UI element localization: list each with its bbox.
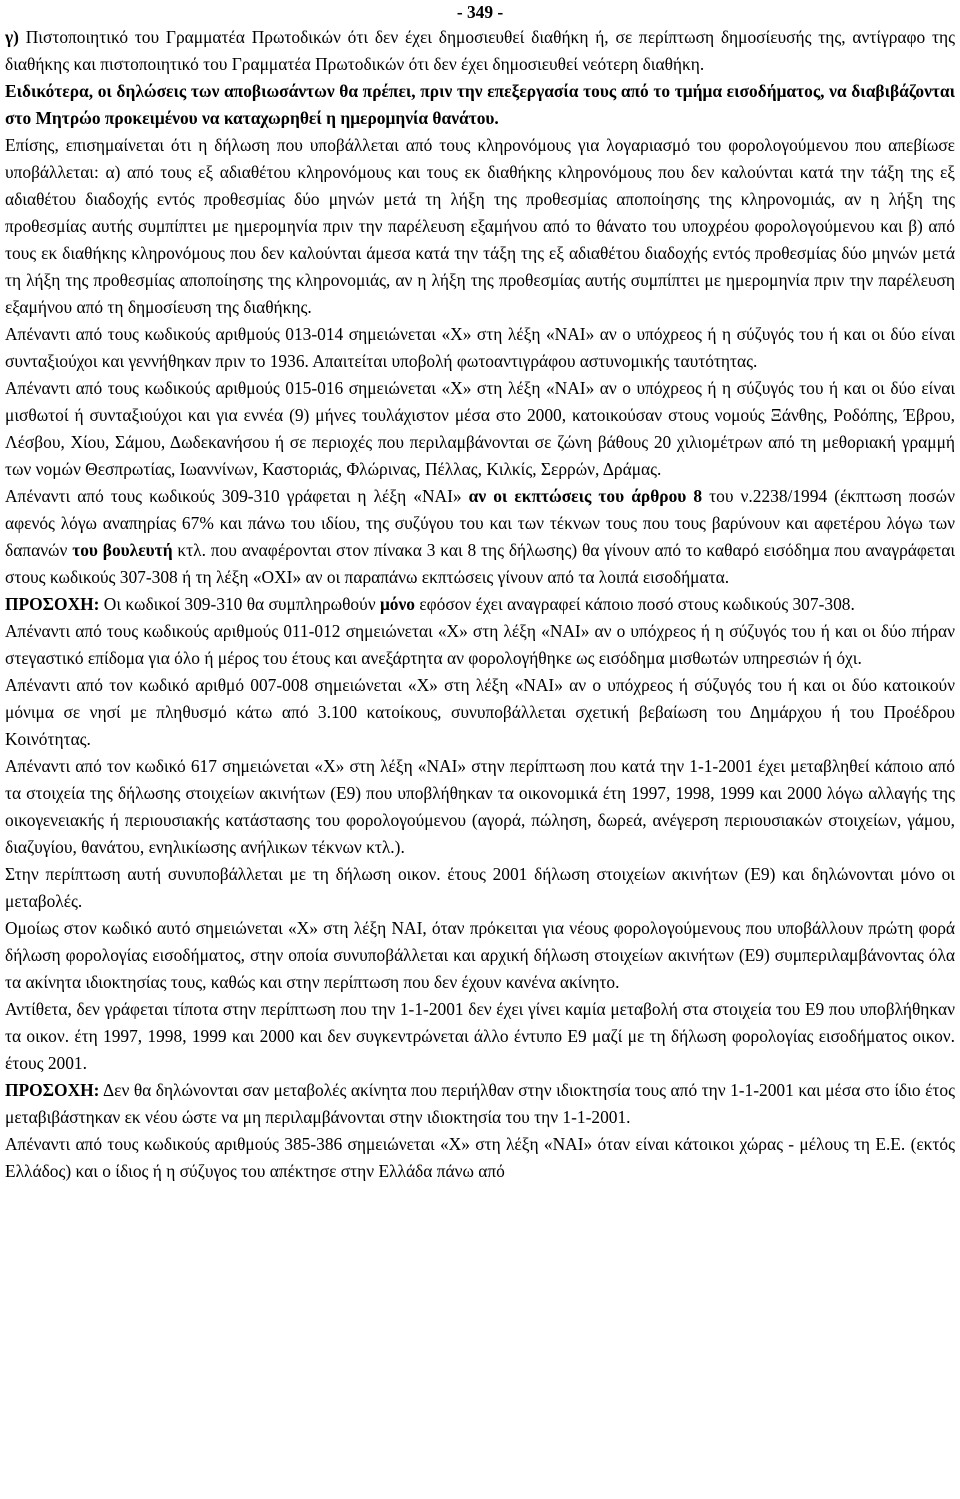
- text-segment: Δεν θα δηλώνονται σαν μεταβολές ακίνητα που περιήλθαν στην ιδιοκτησία τους από την 1-1-2001 και μέσα στο ίδιο έτος μεταβιβάστηκαν εκ νέου ώστε να μη περιλαμβάνονται στην ιδιοκτησία του την 1-1-2001.: [5, 1080, 955, 1127]
- paragraph-certificate: [5, 24, 955, 78]
- text-segment: του ν.2238/1994 (έκπτωση ποσών αφενός λόγω αναπηρίας 67% και πάνω του ιδίου, της συζύγου του και των τέκνων τους που τους βαρύνουν και αφετέρου λόγω των δαπανών: [5, 486, 955, 560]
- paragraph-text: Στην περίπτωση αυτή συνυποβάλλεται με τη δήλωση οικον. έτους 2001 δήλωση στοιχείων ακινήτων (Ε9) και δηλώνονται μόνο οι μεταβολές.: [5, 864, 955, 911]
- paragraph-deceased-declarations: [5, 78, 955, 132]
- attention-label: ΠΡΟΣΟΧΗ:: [5, 594, 100, 614]
- paragraph-text: Απέναντι από τους κωδικούς αριθμούς 011-012 σημειώνεται «Χ» στη λέξη «ΝΑΙ» αν ο υπόχρεος ή η σύζυγός του ή και οι δύο πήραν στεγαστικό επίδομα για όλο ή μέρος του έτους και ανεξάρτητα αν φορολογήθηκε ως εισόδημα μισθωτών υπηρεσιών ή όχι.: [5, 621, 955, 668]
- paragraph-code-007-008: [5, 672, 955, 753]
- paragraph-text: Απέναντι από τους κωδικούς αριθμούς 385-386 σημειώνεται «Χ» στη λέξη «ΝΑΙ» όταν είναι κάτοικοι χώρας - μέλους τη Ε.Ε. (εκτός Ελλάδος) και ο ίδιος ή η σύζυγος του απέκτησε στην Ελλάδα πάνω από: [5, 1134, 955, 1181]
- paragraph-text: Ομοίως στον κωδικό αυτό σημειώνεται «Χ» στη λέξη ΝΑΙ, όταν πρόκειται για νέους φορολογούμενους που υποβάλλουν πρώτη φορά δήλωση φορολογίας εισοδήματος, στην οποία συνυποβάλλεται και αρχική δήλωση στοιχείων ακινήτων (Ε9) συμπεριλαμβάνοντας όλα τα ακίνητα ιδιοκτησίας τους, καθώς και στην περίπτωση που δεν έχουν κανένα ακίνητο.: [5, 918, 955, 992]
- paragraph-codes-385-386: [5, 1131, 955, 1185]
- bold-segment: μόνο: [379, 594, 415, 614]
- paragraph-text: Απέναντι από τους κωδικούς αριθμούς 015-016 σημειώνεται «Χ» στη λέξη «ΝΑΙ» αν ο υπόχρεος ή η σύζυγός του ή και οι δύο είναι μισθωτοί ή συνταξιούχοι και για εννέα (9) μήνες τουλάχιστον μέσα στο 2000, κατοικούσαν στους νομούς Ξάνθης, Ροδόπης, Έβρου, Λέσβου, Χίου, Σάμου, Δωδεκανήσου ή σε περιοχές που περιλαμβάνονται σε ζώνη βάθους 20 χιλιομέτρων από τη μεθοριακή γραμμή των νομών Θεσπρωτίας, Ιωαννίνων, Καστοριάς, Φλώρινας, Πέλλας, Κιλκίς, Σερρών, Δράμας.: [5, 378, 955, 479]
- paragraph-code-617: [5, 753, 955, 861]
- paragraph-e9-changes: [5, 861, 955, 915]
- bold-segment: του βουλευτή: [72, 540, 173, 560]
- paragraph-text: Απέναντι από τον κωδικό αριθμό 007-008 σημειώνεται «Χ» στη λέξη «ΝΑΙ» αν ο υπόχρεος ή σύζυγός του ή και οι δύο κατοικούν μόνιμα σε νησί με πληθυσμό κάτω από 3.100 κατοίκους, συνυποβάλλεται σχετική βεβαίωση του Δημάρχου ή του Προέδρου Κοινότητας.: [5, 675, 955, 749]
- document-page: [5, 0, 955, 1499]
- paragraph-text: Απέναντι από τους κωδικούς αριθμούς 013-014 σημειώνεται «Χ» στη λέξη «ΝΑΙ» αν ο υπόχρεος ή η σύζυγός του ή και οι δύο είναι συνταξιούχοι και γεννήθηκαν πριν το 1936. Απαιτείται υποβολή φωτοαντιγράφου αστυνομικής ταυτότητας.: [5, 324, 955, 371]
- paragraph-attention-309-310: [5, 591, 955, 618]
- paragraph-text: Επίσης, επισημαίνεται ότι η δήλωση που υποβάλλεται από τους κληρονόμους για λογαριασμό του φορολογούμενου που απεβίωσε υποβάλλεται: α) από τους εξ αδιαθέτου κληρονόμους και τους εκ διαθήκης κληρονόμους που δεν καλούνται κατά την τάξη της εξ αδιαθέτου διαδοχής εντός προθεσμίας δύο μηνών μετά τη λήξη της προθεσμίας αποποίησης της κληρονομιάς, αν η λήξη της προθεσμίας αυτής συμπίπτει με ημερομηνία πριν την παρέλευση εξαμήνου από το θάνατο του υποχρέου φορολογούμενου και β) από τους εκ διαθήκης κληρονόμους που δεν καλούνται άμεσα κατά την τάξη της εξ αδιαθέτου διαδοχής εντός προθεσμίας δύο μηνών μετά τη λήξη της προθεσμίας αποποίησης της κληρονομιάς, αν η λήξη της προθεσμίας αυτής συμπίπτει με ημερομηνία πριν την παρέλευση εξαμήνου από τη δημοσίευση της διαθήκης.: [5, 135, 955, 317]
- text-segment: Απέναντι από τους κωδικούς 309-310 γράφεται η λέξη «ΝΑΙ»: [5, 486, 469, 506]
- attention-label: ΠΡΟΣΟΧΗ:: [5, 1080, 100, 1100]
- paragraph-text: Πιστοποιητικό του Γραμματέα Πρωτοδικών ότι δεν έχει δημοσιευθεί διαθήκη ή, σε περίπτωση δημοσίευσής της, αντίγραφο της διαθήκης και πιστοποιητικό του Γραμματέα Πρωτοδικών ότι δεν έχει δημοσιευθεί νεότερη διαθήκη.: [5, 27, 955, 74]
- paragraph-text-bold: Ειδικότερα, οι δηλώσεις των αποβιωσάντων θα πρέπει, πριν την επεξεργασία τους από το τμήμα εισοδήματος, να διαβιβάζονται στο Μητρώο προκειμένου να καταχωρηθεί η ημερομηνία θανάτου.: [5, 81, 955, 128]
- paragraph-text: Απέναντι από τον κωδικό 617 σημειώνεται «Χ» στη λέξη «ΝΑΙ» στην περίπτωση που κατά την 1-1-2001 έχει μεταβληθεί κάποιο από τα στοιχεία της δήλωσης στοιχείων ακινήτων (Ε9) που υποβλήθηκαν τα οικονομικά έτη 1997, 1998, 1999 και 2000 λόγω αλλαγής της οικογενειακής ή περιουσιακής κατάστασης του φορολογούμενου (αγορά, πώληση, δωρεά, ανέγερση περιουσιακών στοιχείων, γάμου, διαζυγίου, θανάτου, ενηλικίωσης ανήλικων τέκνων κτλ.).: [5, 756, 955, 857]
- page-number: - 349 -: [456, 2, 504, 22]
- item-label: γ): [5, 27, 19, 47]
- text-segment: κτλ. που αναφέρονται στον πίνακα 3 και 8 της δήλωσης) θα γίνουν από το καθαρό εισόδημα που αναγράφεται στους κωδικούς 307-308 ή τη λέξη «ΟΧΙ» αν οι παραπάνω εκπτώσεις γίνουν από τα λοιπά εισοδήματα.: [5, 540, 956, 587]
- paragraph-attention-e9: [5, 1077, 955, 1131]
- bold-segment: αν οι εκπτώσεις του άρθρου 8: [468, 486, 703, 506]
- paragraph-no-change: [5, 996, 955, 1077]
- text-segment: Οι κωδικοί 309-310 θα συμπληρωθούν: [99, 594, 380, 614]
- text-segment: εφόσον έχει αναγραφεί κάποιο ποσό στους κωδικούς 307-308.: [414, 594, 855, 614]
- paragraph-codes-015-016: [5, 375, 955, 483]
- paragraph-heirs-submission: [5, 132, 955, 321]
- paragraph-codes-011-012: [5, 618, 955, 672]
- paragraph-new-taxpayers: [5, 915, 955, 996]
- paragraph-codes-309-310: [5, 483, 955, 591]
- paragraph-text: Αντίθετα, δεν γράφεται τίποτα στην περίπτωση που την 1-1-2001 δεν έχει γίνει καμία μεταβολή στα στοιχεία του Ε9 που υποβλήθηκαν τα οικον. έτη 1997, 1998, 1999 και 2000 και δεν συγκεντρώνεται άλλο έντυπο Ε9 μαζί με τη δήλωση φορολογίας εισοδήματος οικον. έτους 2001.: [5, 999, 955, 1073]
- paragraph-codes-013-014: [5, 321, 955, 375]
